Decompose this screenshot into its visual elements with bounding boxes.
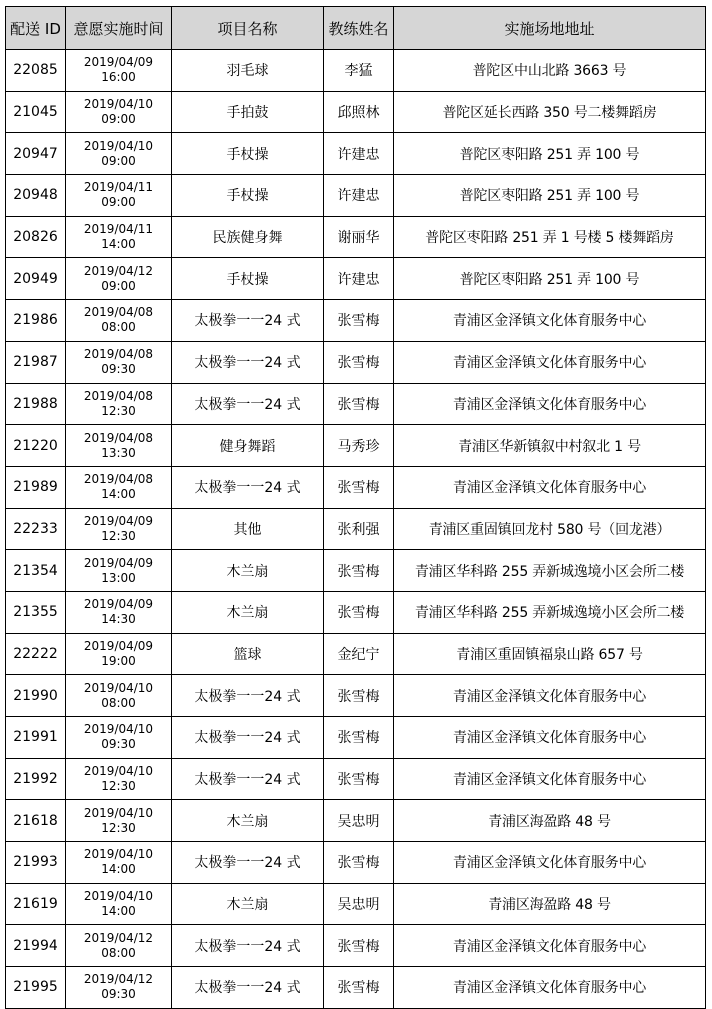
cell-coach: 张雪梅 — [324, 341, 394, 383]
table-row — [6, 258, 706, 300]
cell-address: 青浦区金泽镇文化体育服务中心 — [394, 341, 706, 383]
cell-clock: 13:00 — [101, 570, 136, 585]
cell-date: 2019/04/08 — [83, 347, 154, 362]
cell-project: 太极拳一一24 式 — [172, 925, 324, 967]
table-row — [6, 758, 706, 800]
cell-address: 青浦区华科路 255 弄新城逸境小区会所二楼 — [394, 591, 706, 633]
table-row — [6, 550, 706, 592]
cell-address: 普陀区枣阳路 251 弄 100 号 — [394, 258, 706, 300]
cell-address: 青浦区金泽镇文化体育服务中心 — [394, 383, 706, 425]
header-project: 项目名称 — [172, 7, 324, 50]
cell-clock: 14:00 — [101, 237, 136, 252]
cell-clock: 12:30 — [101, 528, 136, 543]
cell-clock: 08:00 — [101, 695, 136, 710]
table-row — [6, 91, 706, 133]
cell-time — [66, 466, 172, 508]
table-row — [6, 508, 706, 550]
cell-id: 22233 — [6, 508, 66, 550]
cell-id: 21220 — [6, 425, 66, 467]
cell-address: 青浦区金泽镇文化体育服务中心 — [394, 675, 706, 717]
cell-coach: 张雪梅 — [324, 383, 394, 425]
table-row — [6, 383, 706, 425]
cell-clock: 12:30 — [101, 403, 136, 418]
cell-date: 2019/04/09 — [83, 597, 154, 612]
cell-id: 21355 — [6, 591, 66, 633]
cell-clock: 16:00 — [101, 70, 136, 85]
cell-address: 青浦区重固镇福泉山路 657 号 — [394, 633, 706, 675]
cell-time — [66, 925, 172, 967]
cell-clock: 19:00 — [101, 653, 136, 668]
cell-coach: 张雪梅 — [324, 842, 394, 884]
cell-address: 青浦区华新镇叙中村叙北 1 号 — [394, 425, 706, 467]
table-row — [6, 175, 706, 217]
cell-date: 2019/04/09 — [83, 638, 154, 653]
cell-id: 21989 — [6, 466, 66, 508]
cell-address: 青浦区海盈路 48 号 — [394, 883, 706, 925]
cell-id: 21988 — [6, 383, 66, 425]
cell-coach: 张雪梅 — [324, 300, 394, 342]
cell-date: 2019/04/08 — [83, 305, 154, 320]
cell-date: 2019/04/10 — [83, 722, 154, 737]
cell-project: 手杖操 — [172, 258, 324, 300]
cell-project: 太极拳一一24 式 — [172, 842, 324, 884]
cell-clock: 12:30 — [101, 820, 136, 835]
cell-date: 2019/04/10 — [83, 889, 154, 904]
cell-date: 2019/04/12 — [83, 972, 154, 987]
cell-project: 篮球 — [172, 633, 324, 675]
cell-id: 20948 — [6, 175, 66, 217]
cell-coach: 张雪梅 — [324, 675, 394, 717]
header-address: 实施场地地址 — [394, 7, 706, 50]
cell-address: 青浦区金泽镇文化体育服务中心 — [394, 842, 706, 884]
cell-time — [66, 175, 172, 217]
cell-clock: 09:30 — [101, 362, 136, 377]
cell-project: 木兰扇 — [172, 591, 324, 633]
table-row — [6, 591, 706, 633]
cell-id: 21995 — [6, 967, 66, 1009]
cell-time — [66, 383, 172, 425]
table-row — [6, 883, 706, 925]
cell-id: 21991 — [6, 717, 66, 759]
cell-id: 22085 — [6, 50, 66, 92]
table-row — [6, 216, 706, 258]
cell-time — [66, 133, 172, 175]
cell-time — [66, 717, 172, 759]
cell-project: 太极拳一一24 式 — [172, 675, 324, 717]
cell-project: 太极拳一一24 式 — [172, 967, 324, 1009]
cell-project: 太极拳一一24 式 — [172, 383, 324, 425]
cell-clock: 08:00 — [101, 945, 136, 960]
table-row — [6, 967, 706, 1009]
cell-address: 普陀区枣阳路 251 弄 100 号 — [394, 133, 706, 175]
cell-project: 木兰扇 — [172, 800, 324, 842]
cell-id: 20826 — [6, 216, 66, 258]
cell-time — [66, 300, 172, 342]
table-row — [6, 341, 706, 383]
cell-clock: 09:30 — [101, 737, 136, 752]
cell-date: 2019/04/12 — [83, 263, 154, 278]
cell-project: 其他 — [172, 508, 324, 550]
cell-id: 21618 — [6, 800, 66, 842]
cell-address: 青浦区重固镇回龙村 580 号（回龙港） — [394, 508, 706, 550]
cell-coach: 许建忠 — [324, 258, 394, 300]
cell-time — [66, 50, 172, 92]
cell-coach: 李猛 — [324, 50, 394, 92]
cell-date: 2019/04/11 — [83, 222, 154, 237]
cell-id: 21992 — [6, 758, 66, 800]
cell-time — [66, 800, 172, 842]
cell-time — [66, 591, 172, 633]
cell-address: 普陀区延长西路 350 号二楼舞蹈房 — [394, 91, 706, 133]
cell-time — [66, 550, 172, 592]
cell-clock: 09:30 — [101, 987, 136, 1002]
cell-time — [66, 216, 172, 258]
cell-coach: 许建忠 — [324, 175, 394, 217]
cell-project: 木兰扇 — [172, 550, 324, 592]
cell-coach: 金纪宁 — [324, 633, 394, 675]
cell-clock: 08:00 — [101, 320, 136, 335]
cell-coach: 许建忠 — [324, 133, 394, 175]
cell-coach: 张利强 — [324, 508, 394, 550]
cell-id: 21619 — [6, 883, 66, 925]
cell-time — [66, 508, 172, 550]
cell-date: 2019/04/08 — [83, 388, 154, 403]
schedule-table — [5, 6, 706, 1009]
cell-id: 21990 — [6, 675, 66, 717]
table-row — [6, 842, 706, 884]
cell-time — [66, 758, 172, 800]
cell-coach: 马秀珍 — [324, 425, 394, 467]
cell-coach: 谢丽华 — [324, 216, 394, 258]
header-coach: 教练姓名 — [324, 7, 394, 50]
table-row — [6, 800, 706, 842]
cell-project: 太极拳一一24 式 — [172, 717, 324, 759]
table-row — [6, 50, 706, 92]
cell-coach: 邱照林 — [324, 91, 394, 133]
cell-clock: 14:30 — [101, 612, 136, 627]
table-row — [6, 633, 706, 675]
cell-project: 健身舞蹈 — [172, 425, 324, 467]
cell-time — [66, 842, 172, 884]
cell-project: 手杖操 — [172, 175, 324, 217]
cell-date: 2019/04/12 — [83, 930, 154, 945]
cell-id: 20949 — [6, 258, 66, 300]
cell-time — [66, 341, 172, 383]
cell-clock: 13:30 — [101, 445, 136, 460]
cell-clock: 09:00 — [101, 278, 136, 293]
cell-time — [66, 91, 172, 133]
cell-coach: 张雪梅 — [324, 967, 394, 1009]
cell-clock: 14:00 — [101, 862, 136, 877]
cell-coach: 张雪梅 — [324, 717, 394, 759]
cell-id: 21993 — [6, 842, 66, 884]
cell-address: 青浦区金泽镇文化体育服务中心 — [394, 758, 706, 800]
cell-id: 21986 — [6, 300, 66, 342]
cell-time — [66, 883, 172, 925]
cell-time — [66, 633, 172, 675]
cell-time — [66, 258, 172, 300]
cell-coach: 吴忠明 — [324, 800, 394, 842]
cell-date: 2019/04/09 — [83, 513, 154, 528]
cell-project: 太极拳一一24 式 — [172, 466, 324, 508]
cell-address: 青浦区金泽镇文化体育服务中心 — [394, 466, 706, 508]
cell-coach: 张雪梅 — [324, 591, 394, 633]
cell-project: 太极拳一一24 式 — [172, 758, 324, 800]
cell-coach: 吴忠明 — [324, 883, 394, 925]
cell-address: 普陀区枣阳路 251 弄 1 号楼 5 楼舞蹈房 — [394, 216, 706, 258]
cell-address: 普陀区枣阳路 251 弄 100 号 — [394, 175, 706, 217]
table-row — [6, 300, 706, 342]
cell-project: 太极拳一一24 式 — [172, 300, 324, 342]
cell-coach: 张雪梅 — [324, 925, 394, 967]
header-row — [6, 7, 706, 50]
cell-project: 手杖操 — [172, 133, 324, 175]
header-id: 配送 ID — [6, 7, 66, 50]
table-row — [6, 925, 706, 967]
table-row — [6, 133, 706, 175]
cell-id: 21994 — [6, 925, 66, 967]
cell-clock: 09:00 — [101, 195, 136, 210]
cell-date: 2019/04/08 — [83, 472, 154, 487]
cell-id: 21987 — [6, 341, 66, 383]
table-row — [6, 717, 706, 759]
cell-coach: 张雪梅 — [324, 466, 394, 508]
cell-address: 青浦区华科路 255 弄新城逸境小区会所二楼 — [394, 550, 706, 592]
cell-id: 21354 — [6, 550, 66, 592]
cell-clock: 09:00 — [101, 112, 136, 127]
table-row — [6, 425, 706, 467]
cell-date: 2019/04/10 — [83, 97, 154, 112]
cell-time — [66, 425, 172, 467]
cell-date: 2019/04/10 — [83, 138, 154, 153]
cell-address: 青浦区海盈路 48 号 — [394, 800, 706, 842]
cell-project: 民族健身舞 — [172, 216, 324, 258]
cell-id: 20947 — [6, 133, 66, 175]
cell-clock: 14:00 — [101, 904, 136, 919]
cell-project: 木兰扇 — [172, 883, 324, 925]
cell-time — [66, 967, 172, 1009]
table-row — [6, 466, 706, 508]
cell-date: 2019/04/09 — [83, 555, 154, 570]
cell-date: 2019/04/10 — [83, 847, 154, 862]
cell-coach: 张雪梅 — [324, 758, 394, 800]
cell-date: 2019/04/10 — [83, 805, 154, 820]
table-row — [6, 675, 706, 717]
cell-date: 2019/04/11 — [83, 180, 154, 195]
cell-address: 青浦区金泽镇文化体育服务中心 — [394, 717, 706, 759]
cell-project: 手拍鼓 — [172, 91, 324, 133]
header-time: 意愿实施时间 — [66, 7, 172, 50]
cell-address: 普陀区中山北路 3663 号 — [394, 50, 706, 92]
cell-id: 22222 — [6, 633, 66, 675]
cell-time — [66, 675, 172, 717]
cell-clock: 14:00 — [101, 487, 136, 502]
cell-address: 青浦区金泽镇文化体育服务中心 — [394, 967, 706, 1009]
cell-address: 青浦区金泽镇文化体育服务中心 — [394, 300, 706, 342]
cell-project: 羽毛球 — [172, 50, 324, 92]
cell-coach: 张雪梅 — [324, 550, 394, 592]
cell-date: 2019/04/10 — [83, 680, 154, 695]
cell-project: 太极拳一一24 式 — [172, 341, 324, 383]
cell-date: 2019/04/09 — [83, 55, 154, 70]
cell-clock: 09:00 — [101, 153, 136, 168]
cell-id: 21045 — [6, 91, 66, 133]
cell-address: 青浦区金泽镇文化体育服务中心 — [394, 925, 706, 967]
cell-date: 2019/04/08 — [83, 430, 154, 445]
cell-clock: 12:30 — [101, 779, 136, 794]
cell-date: 2019/04/10 — [83, 764, 154, 779]
